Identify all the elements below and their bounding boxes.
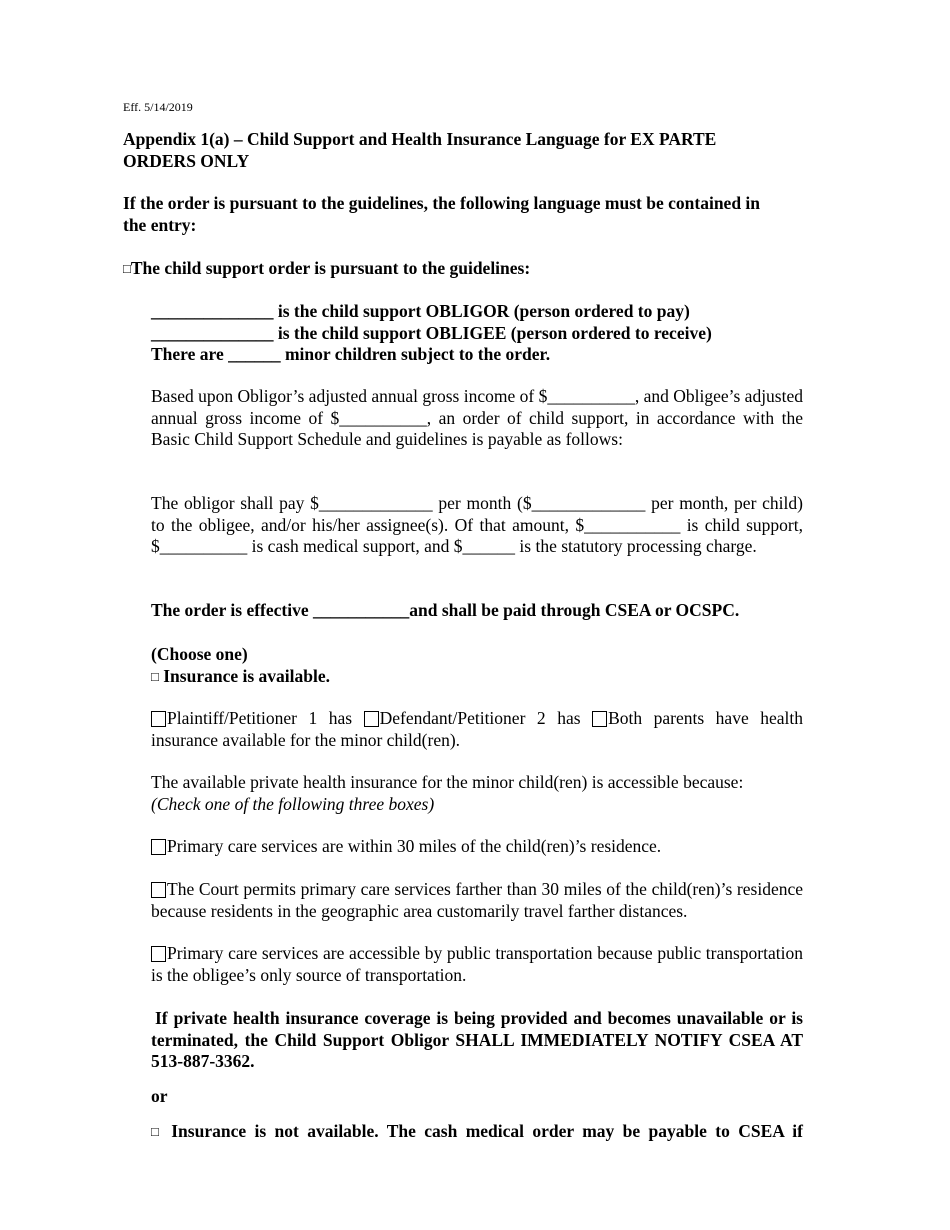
checkbox-insurance-not-available[interactable]: □ xyxy=(151,1124,163,1139)
choose-one-block xyxy=(151,644,803,687)
guidelines-heading-text: The child support order is pursuant to the guidelines: xyxy=(130,258,531,278)
checkbox-option-2[interactable] xyxy=(151,882,166,898)
obligor-line: ______________ is the child support OBLIGOR (person ordered to pay) xyxy=(151,301,690,321)
choose-one-label: (Choose one) xyxy=(151,644,248,664)
notify-paragraph: If private health insurance coverage is being provided and becomes unavailable or is terminated, the Child Support Obligor SHALL IMMEDIATELY NOTIFY CSEA AT 513-887-3362. xyxy=(151,1008,803,1071)
option-2-text: The Court permits primary care services farther than 30 miles of the child(ren)’s residence because residents in the geographic area customarily travel farther distances. xyxy=(151,879,803,921)
option-3-text: Primary care services are accessible by public transportation because public transportation is the obligee’s only source of transportation. xyxy=(151,943,803,985)
intro-line-2: the entry: xyxy=(123,214,197,235)
accessible-instruction: (Check one of the following three boxes) xyxy=(151,793,435,814)
who-has-insurance-line-1 xyxy=(151,708,803,730)
accessible-line-1: The available private health insurance for the minor child(ren) is accessible because: xyxy=(151,772,744,792)
obligee-line: ______________ is the child support OBLIGEE (person ordered to receive) xyxy=(151,322,712,343)
insurance-available-option xyxy=(151,666,803,688)
checkbox-insurance-available[interactable]: □ xyxy=(151,668,159,684)
title-line-1: Appendix 1(a) – Child Support and Health Insurance Language for EX PARTE xyxy=(123,129,717,149)
guidelines-heading xyxy=(123,258,808,280)
income-paragraph: Based upon Obligor’s adjusted annual gross income of $__________, and Obligee’s adjusted annual gross income of $__________, an order of child support, in accordance with the Basic Child Support Schedule and guidelines is payable as follows: xyxy=(151,386,803,449)
pay-paragraph: The obligor shall pay $_____________ per month ($_____________ per month, per child) to the obligee, and/or his/her assignee(s). Of that amount, $___________ is child support, $__________ is cash medical support, and $______ is the statutory processing charge. xyxy=(151,493,803,556)
effective-line: The order is effective ___________and shall be paid through CSEA or OCSPC. xyxy=(151,600,740,620)
intro-line-1: If the order is pursuant to the guidelines, the following language must be contained in xyxy=(123,193,761,213)
accessible-paragraph xyxy=(151,772,803,815)
checkbox-both-parents[interactable] xyxy=(592,711,607,727)
who-has-insurance-line-2: insurance available for the minor child(ren). xyxy=(151,729,461,750)
access-option-3 xyxy=(151,943,803,986)
plaintiff-option-text: Plaintiff/Petitioner 1 has xyxy=(167,708,353,728)
checkbox-option-1[interactable] xyxy=(151,839,166,855)
access-option-1 xyxy=(151,836,803,858)
option-1-text: Primary care services are within 30 miles of the child(ren)’s residence. xyxy=(167,836,662,856)
or-label: or xyxy=(151,1086,168,1106)
checkbox-option-3[interactable] xyxy=(151,946,166,962)
checkbox-plaintiff[interactable] xyxy=(151,711,166,727)
accessible-line-2 xyxy=(151,794,803,816)
insurance-not-available-text: Insurance is not available. The cash medical order may be payable to CSEA if xyxy=(171,1121,803,1141)
insurance-available-text: Insurance is available. xyxy=(163,665,330,686)
title-line-2: ORDERS ONLY xyxy=(123,150,250,171)
document-title xyxy=(123,129,808,172)
children-line: There are ______ minor children subject to the order. xyxy=(151,344,551,364)
effective-date: Eff. 5/14/2019 xyxy=(123,100,193,114)
parties-block xyxy=(151,301,803,366)
access-option-2 xyxy=(151,879,803,922)
checkbox-guidelines[interactable]: □ xyxy=(123,261,131,276)
insurance-not-available-option xyxy=(151,1121,803,1143)
defendant-option-text: Defendant/Petitioner 2 has xyxy=(379,708,581,728)
who-has-insurance xyxy=(151,708,803,751)
intro-paragraph xyxy=(123,193,808,236)
checkbox-defendant[interactable] xyxy=(364,711,379,727)
both-parents-option-text: Both parents have health xyxy=(608,708,803,728)
